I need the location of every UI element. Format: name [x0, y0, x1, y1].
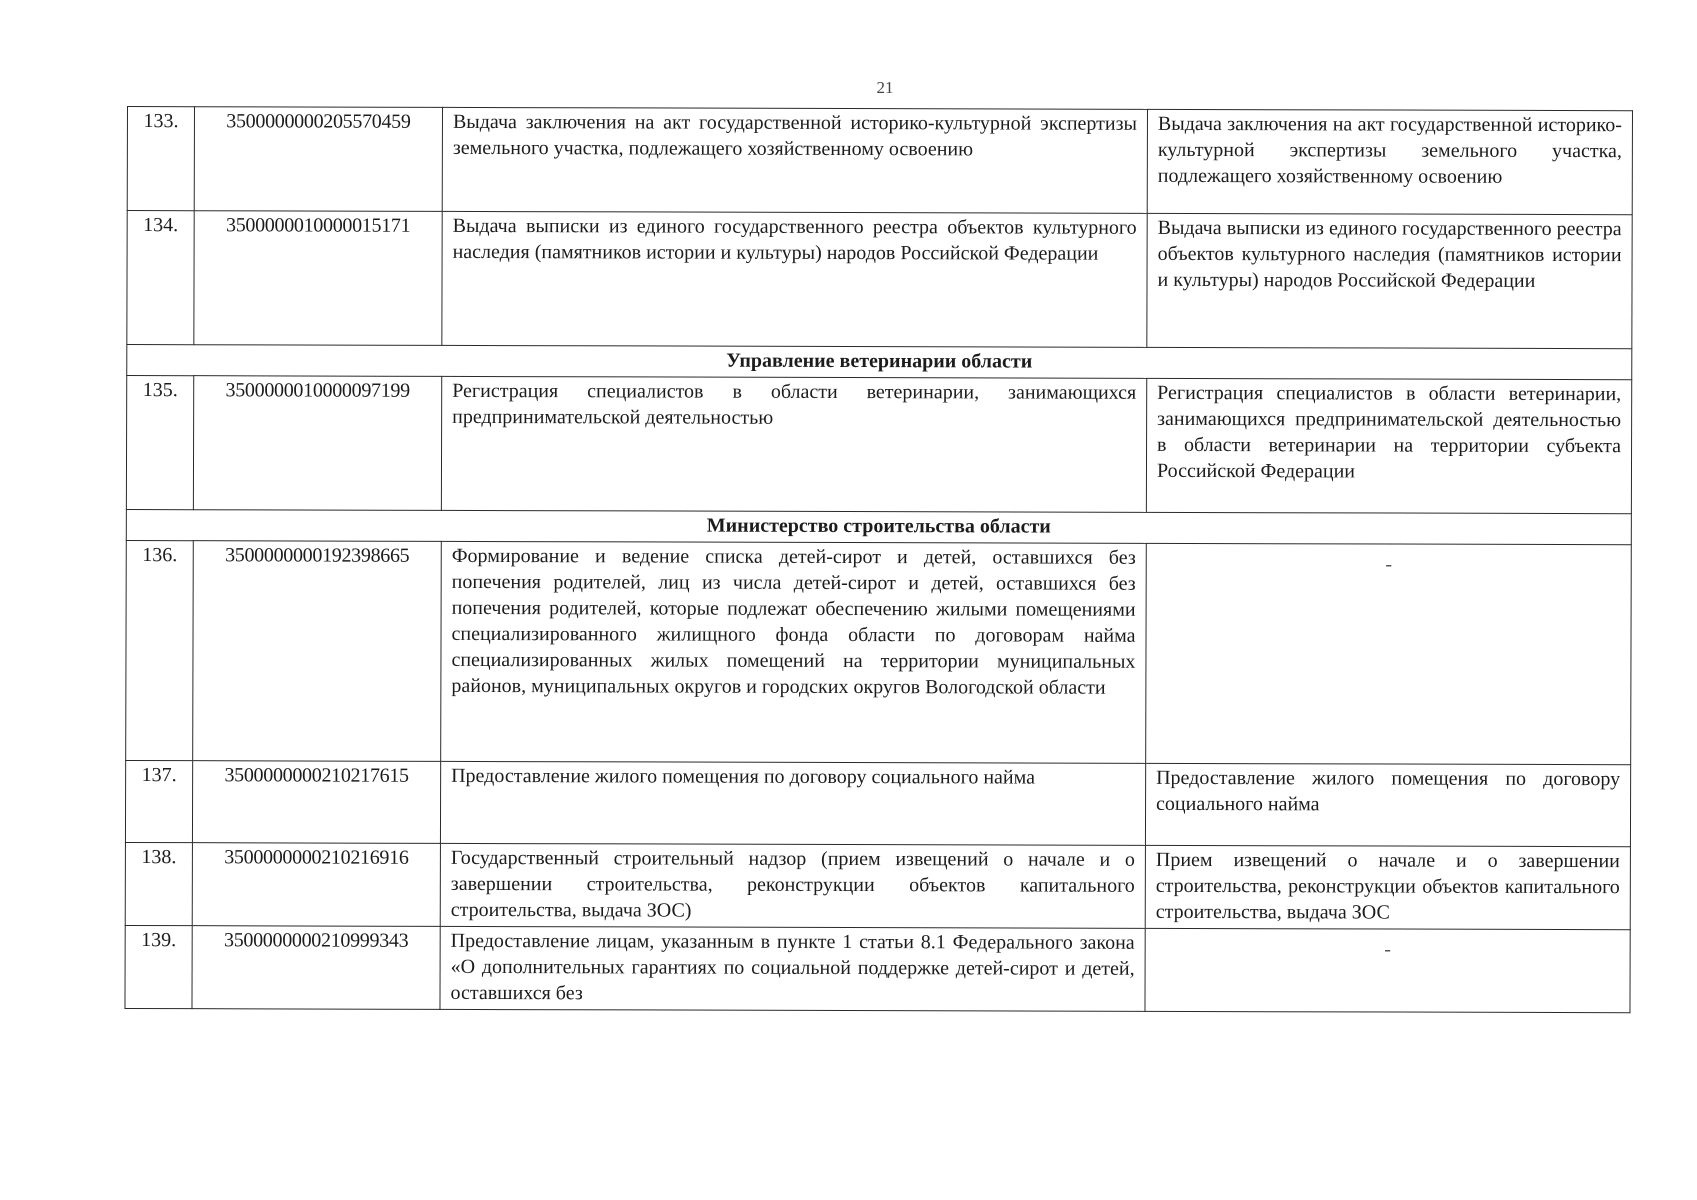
service-description: Выдача выписки из единого государственного реестра объектов культурного наследия (памятников истории и культуры) народов Российской Федерации	[442, 211, 1147, 347]
table-row	[127, 107, 1632, 215]
service-code: 3500000010000097199	[193, 376, 441, 511]
table-row	[126, 376, 1631, 514]
section-title: Управление ветеринарии области	[127, 345, 1632, 380]
service-alternative-name: Регистрация специалистов в области ветеринарии, занимающихся предпринимательской деятельностью в области ветеринарии на территории субъекта Российской Федерации	[1146, 378, 1631, 513]
service-alternative-name: Прием извещений о начале и о завершении строительства, реконструкции объектов капитального строительства, выдача ЗОС	[1145, 845, 1630, 929]
row-number: 137.	[125, 760, 192, 842]
row-number: 135.	[126, 376, 193, 510]
table-row	[126, 540, 1632, 764]
table-row	[125, 760, 1630, 846]
row-number: 134.	[127, 211, 194, 345]
table-row	[125, 925, 1630, 1012]
empty-dash: -	[1385, 553, 1393, 576]
service-code: 3500000000210217615	[192, 761, 440, 844]
section-header-row	[127, 345, 1632, 380]
service-alternative-name: Выдача заключения на акт государственной историко-культурной экспертизы земельного участка, подлежащего хозяйственному освоению	[1147, 109, 1632, 214]
service-code: 3500000000210216916	[192, 843, 440, 927]
service-alternative-name	[1145, 928, 1630, 1012]
service-code: 3500000000210999343	[192, 926, 440, 1010]
service-alternative-name: Предоставление жилого помещения по договору социального найма	[1145, 763, 1630, 846]
service-description: Государственный строительный надзор (прием извещений о начале и о завершении строительства, реконструкции объектов капитального строительства, выдача ЗОС)	[440, 843, 1145, 928]
service-description: Выдача заключения на акт государственной историко-культурной экспертизы земельного участка, подлежащего хозяйственному освоению	[442, 107, 1147, 213]
page-number: 21	[876, 78, 894, 97]
table-row	[125, 842, 1630, 929]
service-description: Предоставление лицам, указанным в пункте 1 статьи 8.1 Федерального закона «О дополнительных гарантиях по социальной поддержке детей-сирот и детей, оставшихся без	[440, 926, 1145, 1011]
service-code: 3500000010000015171	[194, 211, 442, 346]
service-description: Регистрация специалистов в области ветеринарии, занимающихся предпринимательской деятельностью	[441, 376, 1146, 512]
service-alternative-name	[1146, 543, 1632, 764]
row-number: 139.	[125, 925, 192, 1008]
service-description: Предоставление жилого помещения по договору социального найма	[440, 761, 1145, 845]
services-table	[124, 106, 1633, 1013]
service-description: Формирование и ведение списка детей-сирот и детей, оставшихся без попечения родителей, лиц из числа детей-сирот и детей, оставшихся без попечения родителей, которые подлежат обеспечению жилыми помещениями специализированного жилищного фонда области по договорам найма специализированных жилых помещений на территории муниципальных районов, муниципальных округов и городских округов Вологодской области	[441, 541, 1147, 763]
table-row	[127, 211, 1632, 349]
empty-dash: -	[1384, 938, 1392, 961]
section-header-row	[126, 509, 1631, 544]
service-code: 3500000000192398665	[193, 541, 442, 762]
service-code: 3500000000205570459	[194, 107, 442, 212]
service-alternative-name: Выдача выписки из единого государственного реестра объектов культурного наследия (памятников истории и культуры) народов Российской Федерации	[1147, 213, 1632, 348]
section-title: Министерство строительства области	[126, 509, 1631, 544]
row-number: 138.	[125, 842, 192, 925]
row-number: 133.	[127, 107, 194, 211]
row-number: 136.	[126, 540, 194, 760]
